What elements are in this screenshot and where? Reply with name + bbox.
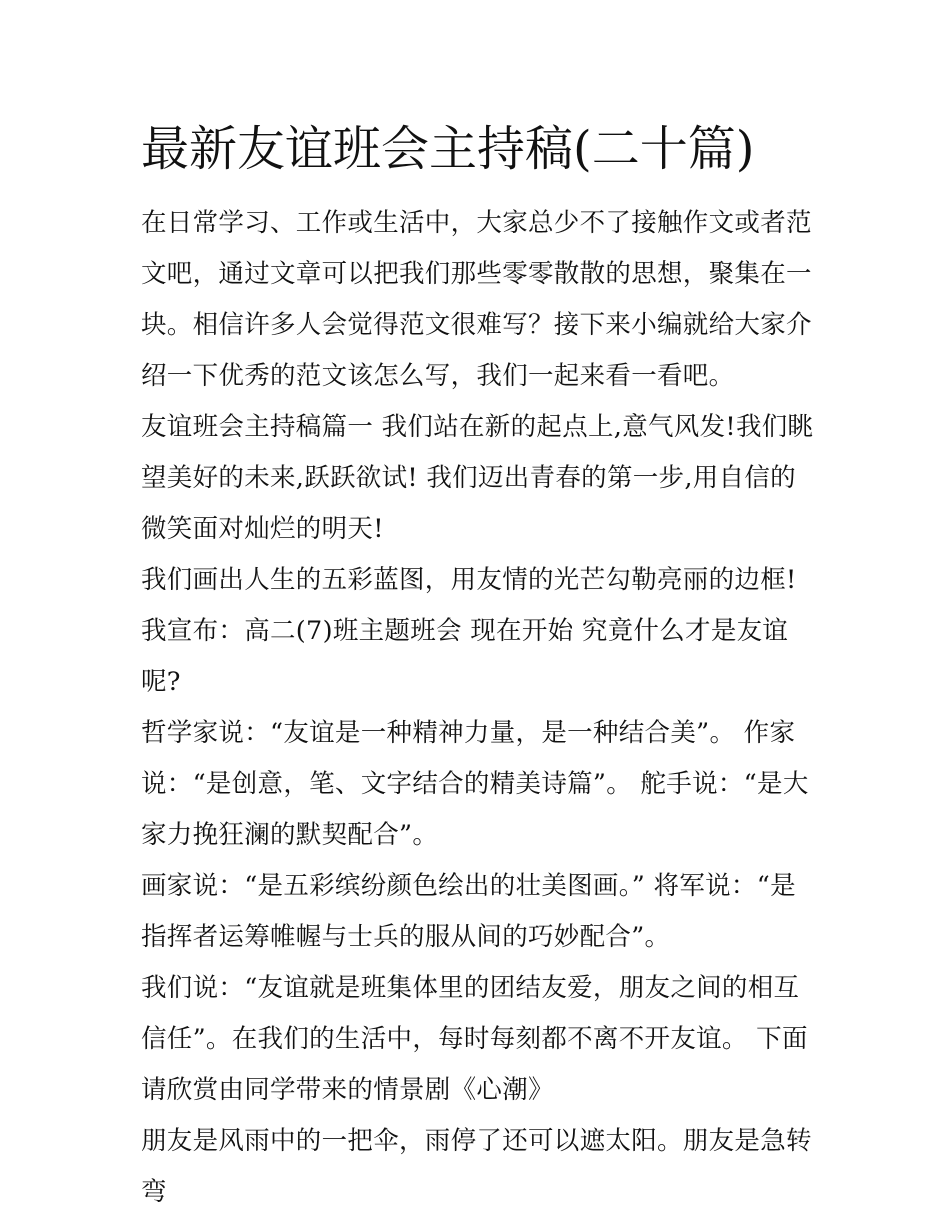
document-title: 最新友谊班会主持稿(二十篇) (141, 121, 755, 177)
document-body (141, 112, 821, 1218)
paragraph-speech-4: 画家说：“是五彩缤纷颜色绘出的壮美图画。” 将军说：“是指挥者运筹帷幄与士兵的服从间的巧妙配合”。 (141, 871, 796, 952)
paragraph-speech-2: 我们画出人生的五彩蓝图，用友情的光芒勾勒亮丽的边框! 我宣布：高二(7)班主题班会 现在开始 究竟什么才是友谊呢? (141, 565, 797, 697)
paragraph-speech-1: 友谊班会主持稿篇一 我们站在新的起点上,意气风发!我们眺望美好的未来,跃跃欲试! 我们迈出青春的第一步,用自信的微笑面对灿烂的明天! (141, 412, 814, 544)
paragraph-speech-5: 我们说：“友谊就是班集体里的团结友爱，朋友之间的相互信任”。在我们的生活中，每时每刻都不离不开友谊。 下面请欣赏由同学带来的情景剧《心潮》 (141, 973, 808, 1105)
paragraph-speech-3: 哲学家说：“友谊是一种精神力量，是一种结合美”。 作家说：“是创意，笔、文字结合的精美诗篇”。 舵手说：“是大家力挽狂澜的默契配合”。 (141, 718, 809, 850)
paragraph-speech-6: 朋友是风雨中的一把伞，雨停了还可以遮太阳。朋友是急转弯 (141, 1126, 812, 1207)
paragraph-intro: 在日常学习、工作或生活中，大家总少不了接触作文或者范文吧，通过文章可以把我们那些零零散散的思想，聚集在一块。相信许多人会觉得范文很难写？接下来小编就给大家介绍一下优秀的范文该怎么写，我们一起来看一看吧。 (141, 208, 812, 391)
